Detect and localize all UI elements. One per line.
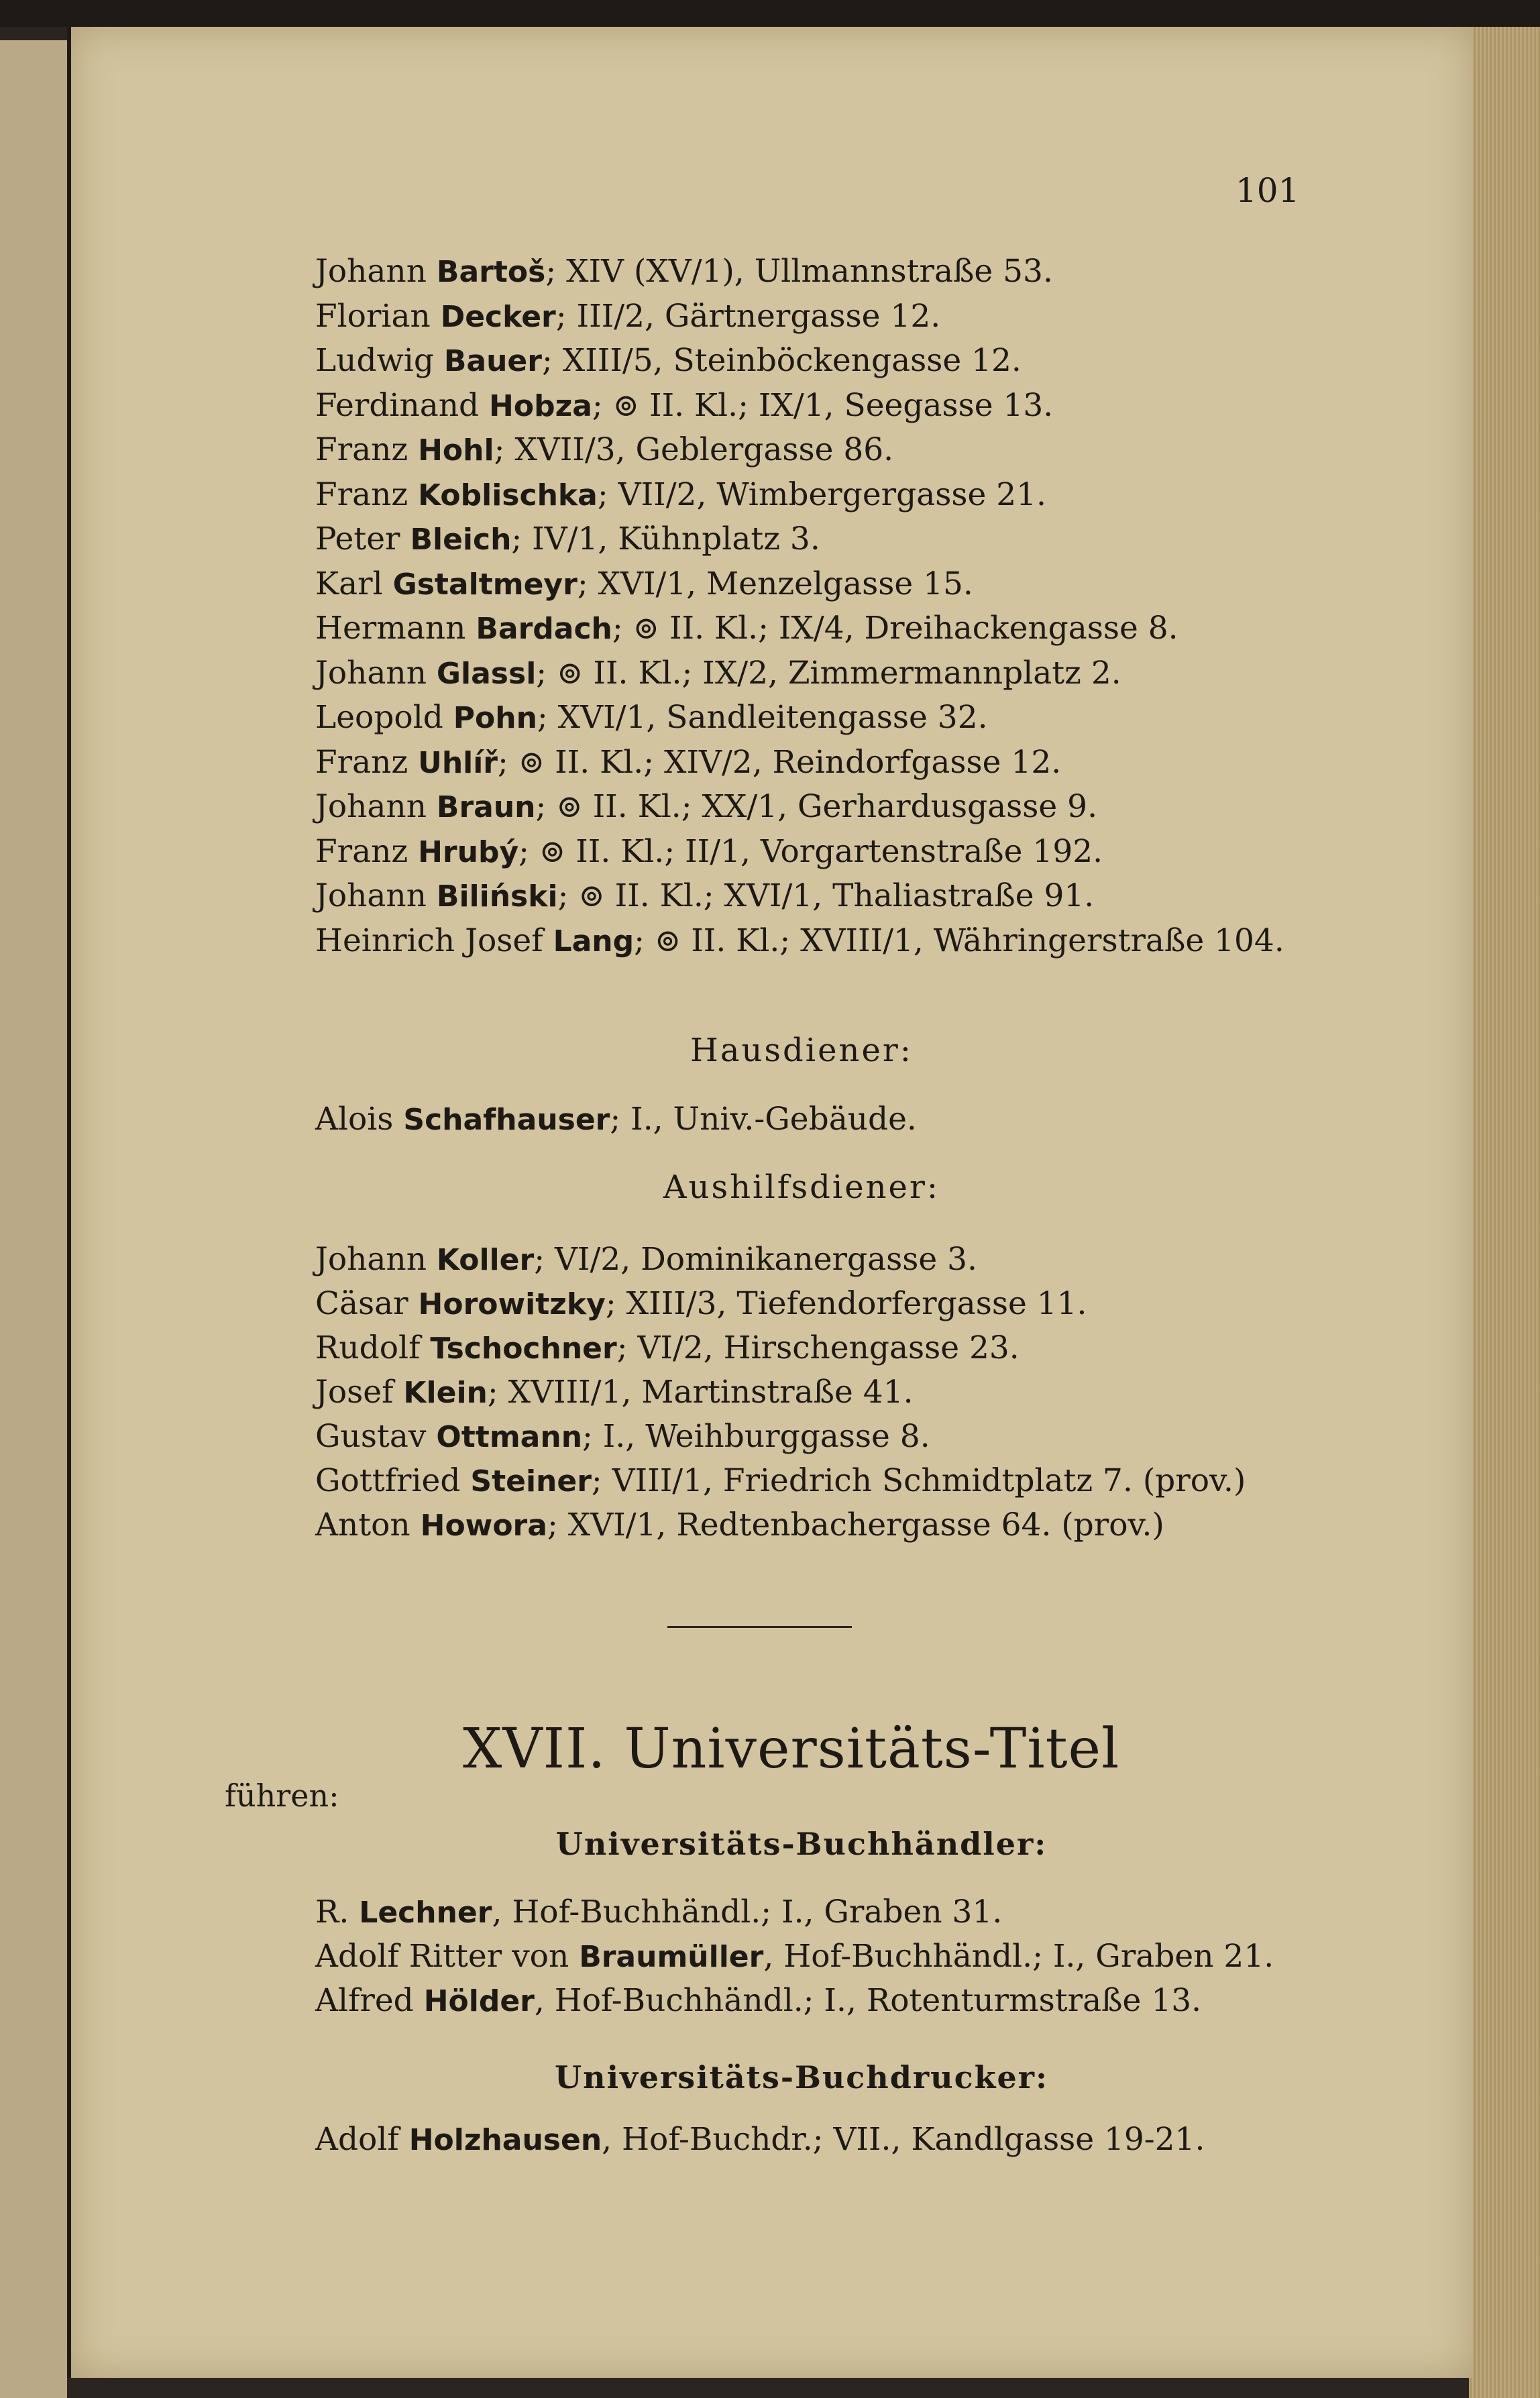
list-item: R. Lechner, Hof-Buchhändl.; I., Graben 31. [315,1894,1003,1930]
surname: Hölder [423,1984,535,2018]
surname: Steiner [470,1464,592,1498]
surname: Koller [436,1243,535,1277]
aushilfsdiener-heading: Aushilfsdiener: [663,1168,940,1206]
scan-left-margin [0,40,67,2398]
surname: Hohl [418,433,494,468]
surname: Lechner [359,1896,492,1930]
list-item: Johann Koller; VI/2, Dominikanergasse 3. [315,1241,977,1278]
list-item: Gustav Ottmann; I., Weihburggasse 8. [315,1418,930,1455]
list-item: Franz Koblischka; VII/2, Wimbergergasse 21. [315,476,1046,513]
list-item: Johann Biliński; ⊚ II. Kl.; XVI/1, Thaliastraße 91. [315,877,1095,914]
staff-list [315,250,1422,963]
surname: Lang [553,924,635,959]
section-title: XVII. Universitäts-Titel [463,1717,1120,1781]
section-lead: führen: [225,1778,339,1814]
section-divider [667,1626,852,1628]
surname: Hobza [489,388,592,423]
surname: Tschochner [430,1331,617,1366]
aushilfsdiener-list [315,1238,1422,1547]
surname: Holzhausen [408,2123,602,2157]
surname: Bardach [476,612,612,646]
surname: Schafhauser [403,1103,610,1137]
buchdrucker-list [315,2116,1422,2163]
list-item: Johann Glassl; ⊚ II. Kl.; IX/2, Zimmermannplatz 2. [315,654,1121,692]
surname: Bartoš [436,255,546,289]
list-item: Florian Decker; III/2, Gärtnergasse 12. [315,297,941,335]
surname: Braun [436,790,536,824]
list-item: Heinrich Josef Lang; ⊚ II. Kl.; XVIII/1, Währingerstraße 104. [315,922,1284,959]
list-item: Gottfried Steiner; VIII/1, Friedrich Schmidtplatz 7. (prov.) [315,1462,1246,1499]
list-item: Alfred Hölder, Hof-Buchhändl.; I., Rotenturmstraße 13. [315,1982,1202,2019]
list-item: Ludwig Bauer; XIII/5, Steinböckengasse 12. [315,342,1022,379]
surname: Bauer [443,344,542,378]
list-item: Franz Uhlíř; ⊚ II. Kl.; XIV/2, Reindorfgasse 12. [315,743,1062,781]
list-item: Karl Gstaltmeyr; XVI/1, Menzelgasse 15. [315,565,973,602]
scan-top-margin [0,0,1540,27]
surname: Glassl [436,656,537,691]
list-item: Alois Schafhauser; I., Univ.-Gebäude. [315,1101,917,1138]
buchhaendler-list [315,1890,1422,2023]
surname: Gstaltmeyr [392,567,578,602]
list-item: Anton Howora; XVI/1, Redtenbachergasse 64. (prov.) [315,1507,1164,1543]
surname: Uhlíř [418,745,498,780]
list-item: Ferdinand Hobza; ⊚ II. Kl.; IX/1, Seegasse 13. [315,386,1054,424]
list-item: Johann Bartoš; XIV (XV/1), Ullmannstraße 53. [315,253,1053,290]
list-item: Adolf Ritter von Braumüller, Hof-Buchhändl.; I., Graben 21. [315,1938,1274,1975]
surname: Klein [403,1376,488,1410]
list-item: Rudolf Tschochner; VI/2, Hirschengasse 23. [315,1329,1020,1366]
page-edge-stack [1469,27,1540,2398]
list-item: Josef Klein; XVIII/1, Martinstraße 41. [315,1374,914,1411]
buchhaendler-heading: Universitäts-Buchhändler: [555,1826,1048,1862]
list-item: Peter Bleich; IV/1, Kühnplatz 3. [315,521,820,557]
list-item: Hermann Bardach; ⊚ II. Kl.; IX/4, Dreihackengasse 8. [315,610,1178,647]
surname: Hrubý [418,834,519,869]
surname: Biliński [436,879,558,914]
buchdrucker-heading: Universitäts-Buchdrucker: [555,2059,1048,2095]
surname: Decker [440,299,556,334]
list-item: Adolf Holzhausen, Hof-Buchdr.; VII., Kandlgasse 19-21. [315,2121,1205,2158]
list-item: Franz Hohl; XVII/3, Geblergasse 86. [315,431,894,468]
hausdiener-heading: Hausdiener: [690,1032,913,1069]
surname: Bleich [410,523,512,557]
surname: Ottmann [436,1420,583,1454]
list-item: Franz Hrubý; ⊚ II. Kl.; II/1, Vorgartenstraße 192. [315,832,1103,870]
surname: Koblischka [418,478,598,512]
surname: Braumüller [579,1940,764,1974]
list-item: Leopold Pohn; XVI/1, Sandleitengasse 32. [315,699,988,736]
surname: Howora [420,1509,547,1543]
hausdiener-list [315,1097,1422,1142]
list-item: Cäsar Horowitzky; XIII/3, Tiefendorfergasse 11. [315,1285,1087,1322]
page-number: 101 [1235,171,1300,210]
surname: Pohn [453,701,537,735]
surname: Horowitzky [418,1287,606,1321]
list-item: Johann Braun; ⊚ II. Kl.; XX/1, Gerhardusgasse 9. [315,788,1098,825]
